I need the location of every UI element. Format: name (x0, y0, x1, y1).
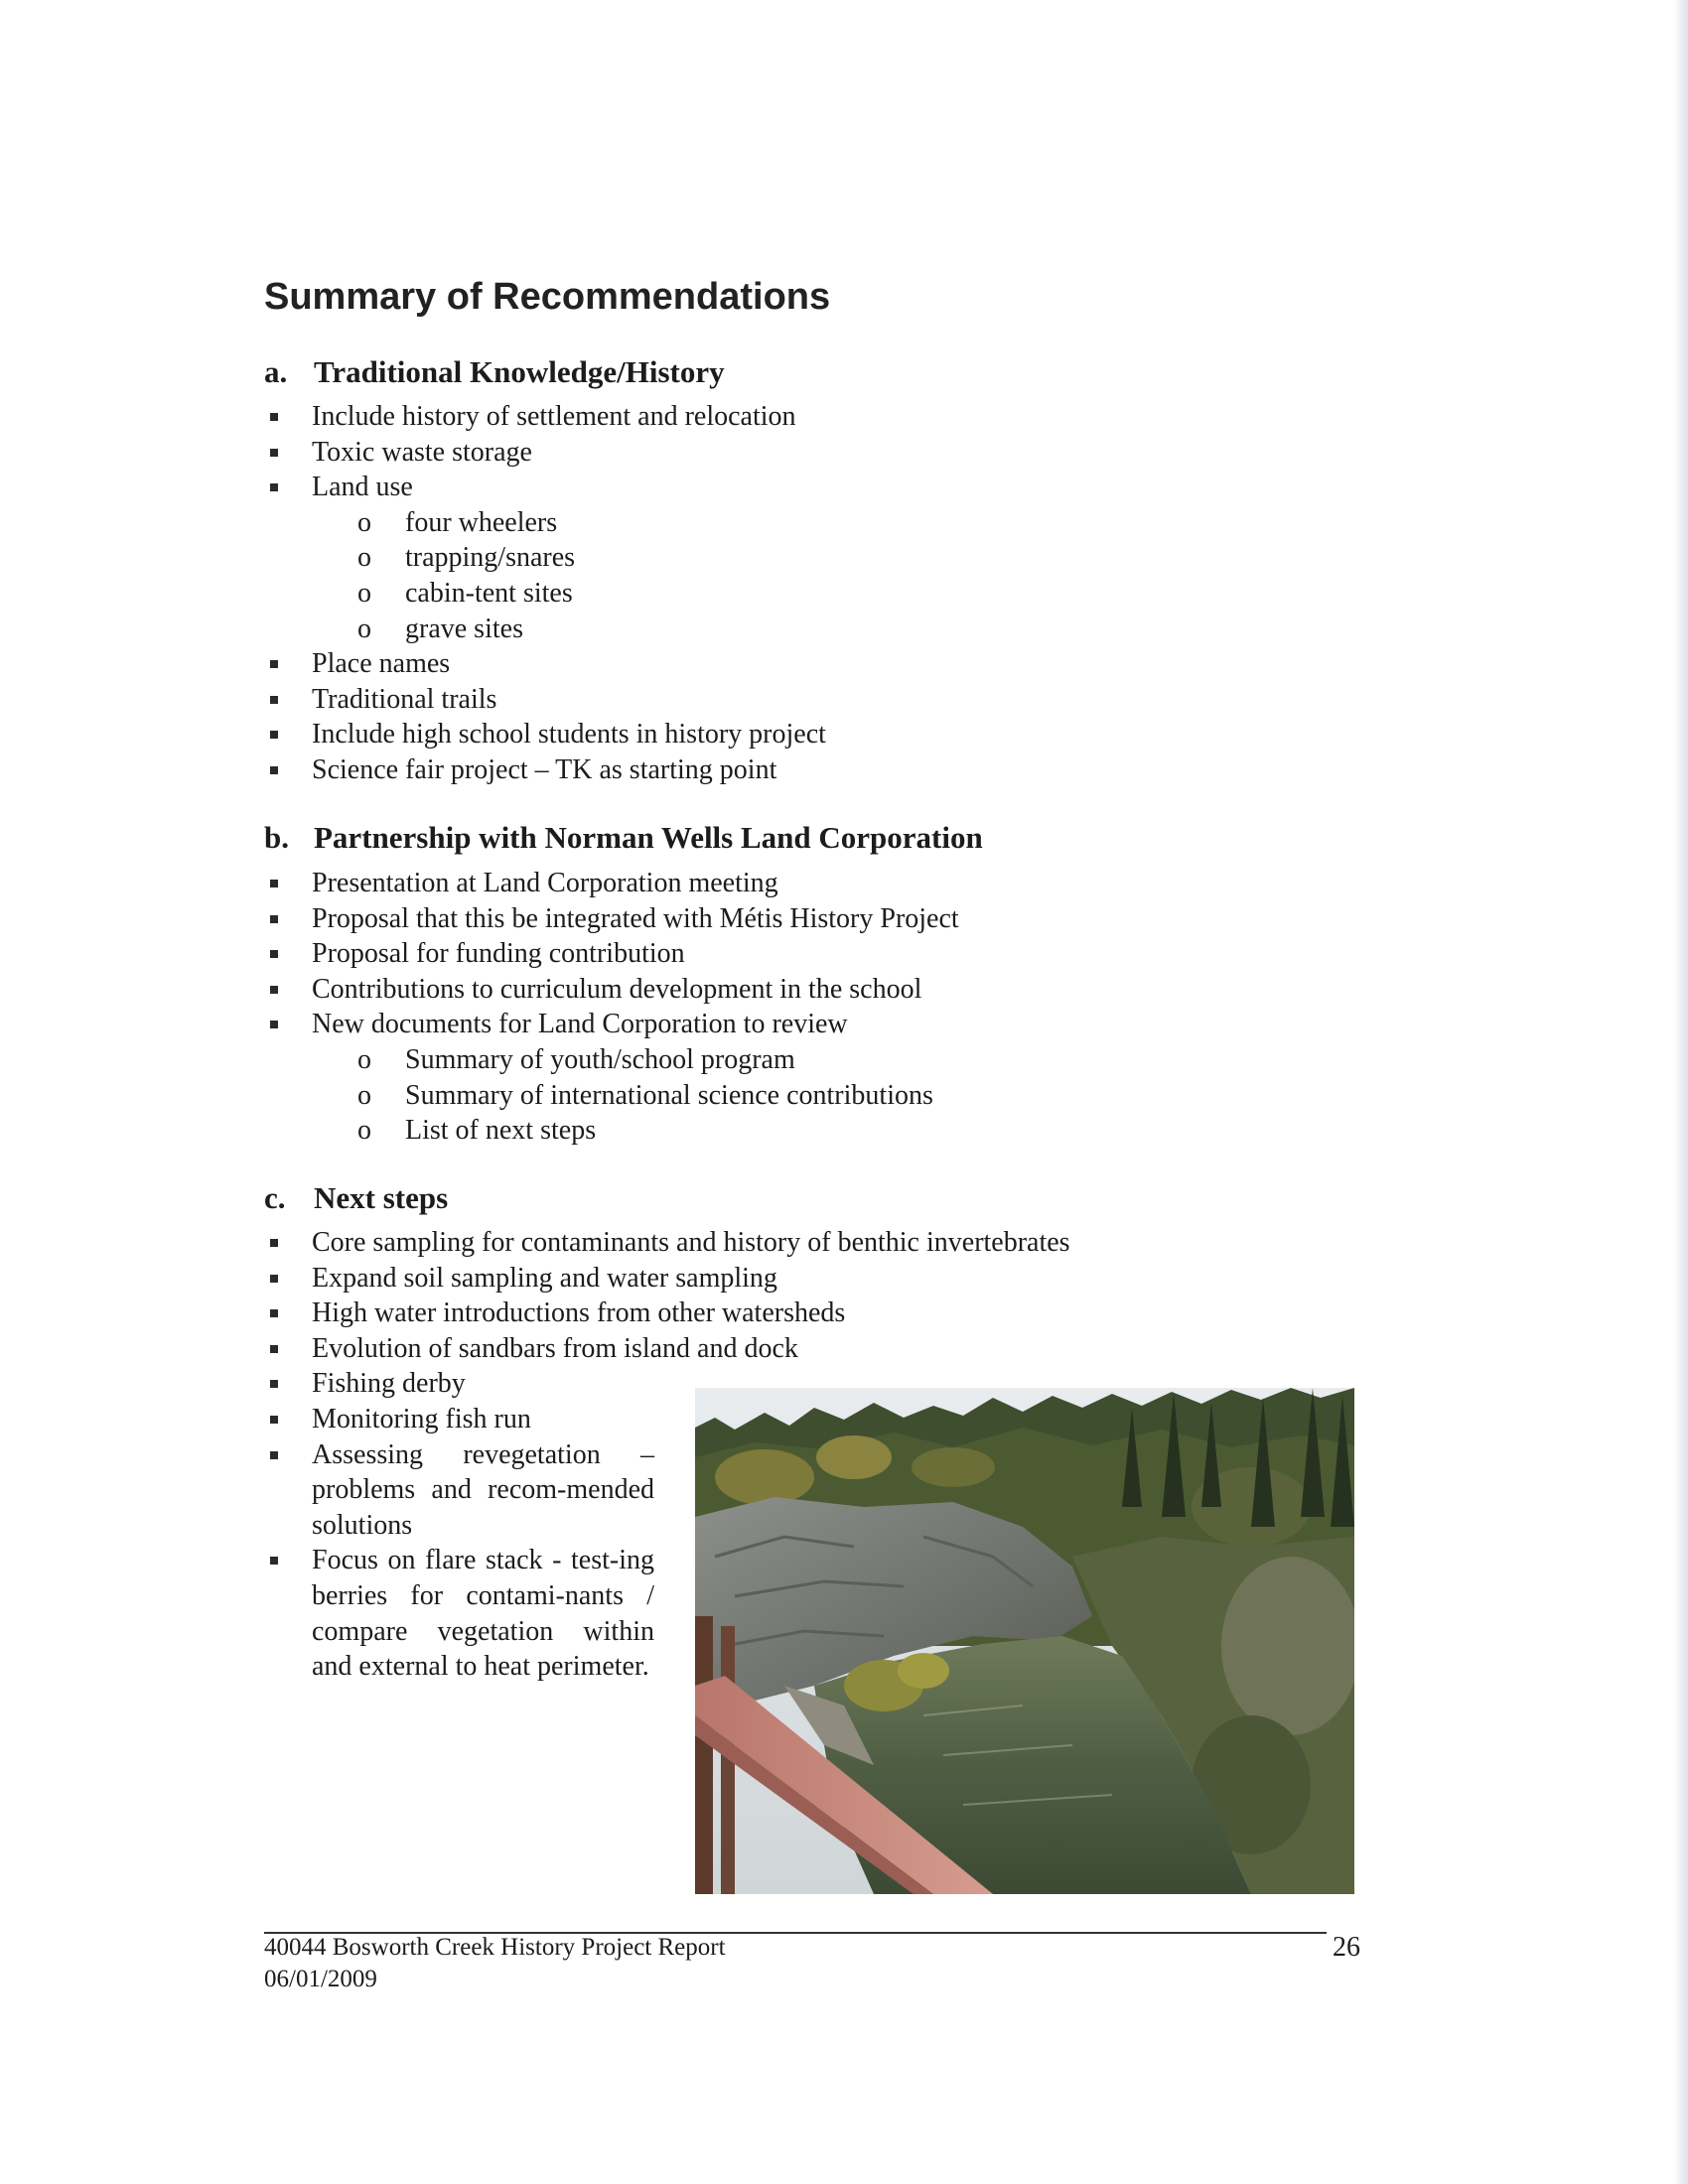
section-a-list (264, 399, 826, 788)
creek-photo (695, 1388, 1354, 1894)
list-item: Presentation at Land Corporation meeting (264, 866, 959, 901)
section-c-letter: c. (264, 1180, 286, 1215)
list-item: Contributions to curriculum development in the school (264, 972, 959, 1008)
list-item: Expand soil sampling and water sampling (264, 1261, 1070, 1297)
list-item: Traditional trails (264, 682, 826, 718)
bullet-icon (270, 986, 278, 994)
section-b-heading (264, 820, 983, 856)
bullet-icon (270, 1557, 278, 1565)
bullet-icon (270, 1345, 278, 1353)
bullet-icon (270, 766, 278, 774)
list-item: High water introductions from other watersheds (264, 1296, 1070, 1331)
bullet-icon (270, 1416, 278, 1424)
circle-bullet-icon: o (357, 542, 371, 574)
page-title: Summary of Recommendations (264, 276, 831, 318)
list-item: Evolution of sandbars from island and dock (264, 1331, 1070, 1367)
page-number: 26 (1333, 1932, 1360, 1963)
bullet-icon (270, 1451, 278, 1459)
footer-date: 06/01/2009 (264, 1966, 377, 1992)
section-b-title: Partnership with Norman Wells Land Corporation (314, 820, 983, 855)
list-item: Focus on flare stack - test-ing berries for contami-nants / compare vegetation within and external to heat perimeter. (264, 1543, 1070, 1684)
list-item: Include high school students in history project (264, 717, 826, 752)
creek-photo-graphic (695, 1388, 1354, 1894)
bullet-icon (270, 1275, 278, 1283)
bullet-icon (270, 915, 278, 923)
circle-bullet-icon: o (357, 577, 371, 609)
bullet-icon (270, 483, 278, 491)
bullet-icon (270, 449, 278, 457)
scan-edge (1674, 0, 1688, 2184)
section-a-title: Traditional Knowledge/History (314, 354, 725, 389)
list-item: Toxic waste storage (264, 435, 826, 471)
bullet-icon (270, 950, 278, 958)
sub-list-item: o four wheelers (264, 505, 826, 541)
section-a-letter: a. (264, 354, 288, 389)
list-item: Core sampling for contaminants and history of benthic invertebrates (264, 1225, 1070, 1261)
sub-list-item: o cabin-tent sites (264, 576, 826, 612)
circle-bullet-icon: o (357, 1079, 371, 1111)
sub-list-item: o Summary of youth/school program (264, 1042, 959, 1078)
bullet-icon (270, 1309, 278, 1317)
section-b-list (264, 866, 959, 1149)
circle-bullet-icon: o (357, 613, 371, 644)
sub-list-item: o grave sites (264, 612, 826, 647)
circle-bullet-icon: o (357, 1043, 371, 1075)
list-item: Assessing revegetation – problems and recom-mended solutions (264, 1437, 1070, 1544)
list-item: New documents for Land Corporation to review (264, 1007, 959, 1042)
section-c-title: Next steps (314, 1180, 449, 1215)
list-item: Monitoring fish run (264, 1402, 1070, 1437)
list-item: Proposal that this be integrated with Métis History Project (264, 901, 959, 937)
list-item: Place names (264, 646, 826, 682)
list-item: Proposal for funding contribution (264, 936, 959, 972)
list-item: Fishing derby (264, 1366, 1070, 1402)
bullet-icon (270, 880, 278, 887)
bullet-icon (270, 660, 278, 668)
list-item: Science fair project – TK as starting point (264, 752, 826, 788)
bullet-icon (270, 413, 278, 421)
bullet-icon (270, 731, 278, 739)
section-a-heading (264, 354, 725, 390)
section-c-heading (264, 1180, 448, 1216)
section-b-letter: b. (264, 820, 289, 855)
circle-bullet-icon: o (357, 1115, 371, 1147)
circle-bullet-icon: o (357, 506, 371, 538)
sub-list-item: o Summary of international science contributions (264, 1078, 959, 1114)
sub-list-item: o trapping/snares (264, 540, 826, 576)
list-item: Include history of settlement and relocation (264, 399, 826, 435)
bullet-icon (270, 1021, 278, 1028)
bullet-icon (270, 1380, 278, 1388)
bullet-icon (270, 696, 278, 704)
footer-report-title: 40044 Bosworth Creek History Project Report (264, 1934, 726, 1961)
list-item: Land use (264, 470, 826, 505)
bullet-icon (270, 1239, 278, 1247)
sub-list-item: o List of next steps (264, 1113, 959, 1149)
